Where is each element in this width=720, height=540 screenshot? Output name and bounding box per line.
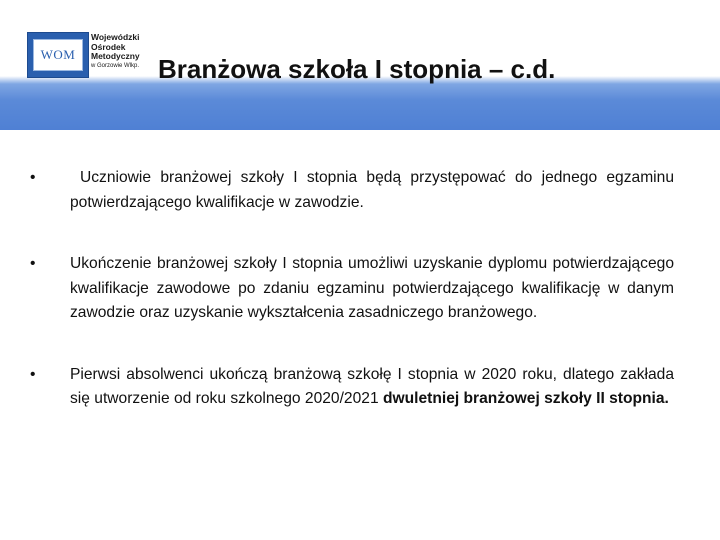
logo-line-3: Metodyczny xyxy=(91,51,140,62)
logo-emblem xyxy=(27,32,89,78)
bullet-item xyxy=(30,166,674,215)
logo-text xyxy=(91,33,157,71)
logo-mark: WOM xyxy=(33,39,83,71)
bullet-icon: • xyxy=(30,169,36,186)
logo-line-4: w Gorzowie Wlkp. xyxy=(91,62,140,69)
logo-line-1: Wojewódzki xyxy=(91,32,140,42)
bullet-text-3: Pierwsi absolwenci ukończą branżową szkołę I stopnia w 2020 roku, dlatego zakłada się utworzenie od roku szkolnego 2020/2021 xyxy=(70,365,674,407)
bullet-text-2: Ukończenie branżowej szkoły I stopnia umożliwi uzyskanie dyplomu potwierdzającego kwalifikacje zawodowe po zdaniu egzaminu potwierdzającego kwalifikację w danym zawodzie oraz uzyskanie wykształcenia zasadniczego branżowego. xyxy=(70,255,674,321)
bullet-list xyxy=(30,166,674,412)
wom-logo xyxy=(27,32,155,78)
slide-title: Branżowa szkoła I stopnia – c.d. xyxy=(158,54,556,84)
bullet-icon: • xyxy=(30,365,36,383)
bullet-icon: • xyxy=(30,255,36,272)
bullet-item xyxy=(30,363,674,412)
bullet-text-1: Uczniowie branżowej szkoły I stopnia będą przystępować do jednego egzaminu potwierdzającego kwalifikacje w zawodzie. xyxy=(70,169,674,211)
logo-line-2: Ośrodek xyxy=(91,41,126,52)
bullet-text-3-bold: dwuletniej branżowej szkoły II stopnia. xyxy=(382,390,669,407)
bullet-item xyxy=(30,252,674,326)
